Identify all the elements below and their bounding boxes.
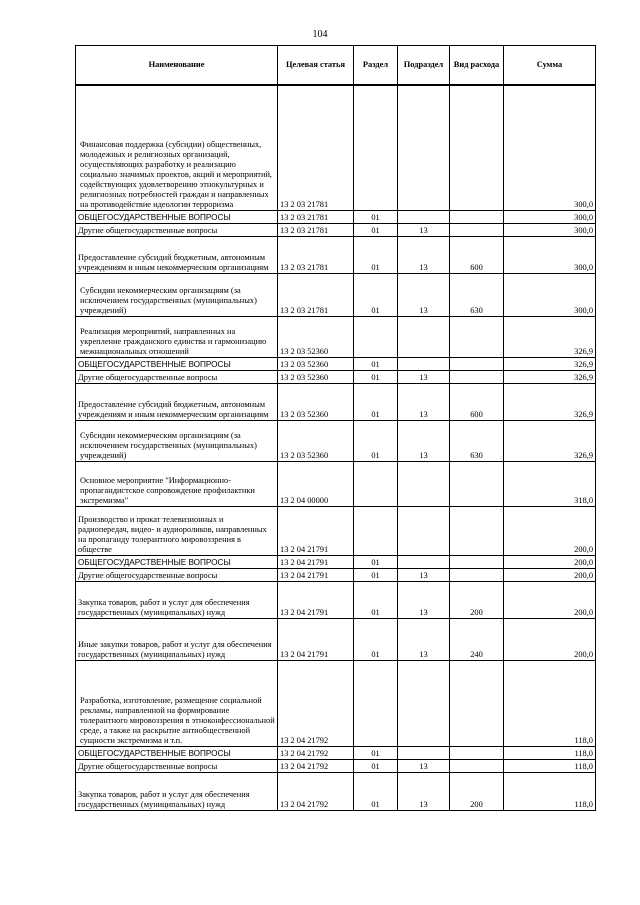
cell-section: [354, 506, 398, 555]
cell-subsection: [398, 210, 450, 223]
cell-exp-type: [450, 746, 504, 759]
table-row: [76, 759, 596, 772]
cell-amount: 200,0: [504, 568, 596, 581]
cell-exp-type: [450, 223, 504, 236]
cell-exp-type: [450, 85, 504, 210]
header-exp-type: Вид расхода: [450, 46, 504, 86]
cell-section: 01: [354, 746, 398, 759]
cell-exp-type: [450, 210, 504, 223]
cell-section: [354, 85, 398, 210]
cell-target: 13 2 03 52360: [278, 370, 354, 383]
cell-exp-type: [450, 568, 504, 581]
cell-subsection: 13: [398, 420, 450, 461]
cell-amount: 200,0: [504, 618, 596, 660]
table-row: [76, 581, 596, 618]
cell-target: 13 2 03 52360: [278, 383, 354, 420]
cell-exp-type: 200: [450, 772, 504, 810]
cell-amount: 300,0: [504, 223, 596, 236]
cell-exp-type: 600: [450, 383, 504, 420]
cell-section: [354, 461, 398, 506]
cell-target: 13 2 03 21781: [278, 236, 354, 273]
header-name: Наименование: [76, 46, 278, 86]
table-row: [76, 618, 596, 660]
cell-exp-type: 630: [450, 273, 504, 316]
cell-subsection: 13: [398, 618, 450, 660]
cell-section: 01: [354, 618, 398, 660]
table-row: [76, 420, 596, 461]
cell-subsection: [398, 461, 450, 506]
cell-exp-type: [450, 370, 504, 383]
cell-exp-type: [450, 316, 504, 357]
table-header-row: [76, 46, 596, 86]
cell-target: 13 2 04 00000: [278, 461, 354, 506]
cell-section: 01: [354, 383, 398, 420]
cell-section: 01: [354, 223, 398, 236]
cell-name: Предоставление субсидий бюджетным, автономным учреждениям и иным некоммерческим организациям: [76, 236, 278, 273]
cell-target: 13 2 03 21781: [278, 223, 354, 236]
cell-target: 13 2 04 21792: [278, 746, 354, 759]
cell-section: 01: [354, 236, 398, 273]
table-row: [76, 357, 596, 370]
cell-amount: 326,9: [504, 316, 596, 357]
cell-target: 13 2 04 21791: [278, 555, 354, 568]
cell-amount: 200,0: [504, 506, 596, 555]
cell-amount: 318,0: [504, 461, 596, 506]
cell-name: Субсидии некоммерческим организациям (за исключением государственных (муниципальных) учреждений): [76, 420, 278, 461]
cell-amount: 200,0: [504, 555, 596, 568]
page-number: 104: [312, 29, 328, 40]
cell-amount: 118,0: [504, 759, 596, 772]
cell-name: Закупка товаров, работ и услуг для обеспечения государственных (муниципальных) нужд: [76, 581, 278, 618]
cell-target: 13 2 03 52360: [278, 316, 354, 357]
cell-name: Другие общегосударственные вопросы: [76, 223, 278, 236]
table-row: [76, 555, 596, 568]
cell-subsection: 13: [398, 370, 450, 383]
cell-target: 13 2 04 21791: [278, 568, 354, 581]
cell-target: 13 2 03 21781: [278, 85, 354, 210]
table-row: [76, 236, 596, 273]
table-row: [76, 506, 596, 555]
cell-name: ОБЩЕГОСУДАРСТВЕННЫЕ ВОПРОСЫ: [76, 210, 278, 223]
cell-subsection: 13: [398, 383, 450, 420]
cell-name: Предоставление субсидий бюджетным, автономным учреждениям и иным некоммерческим организациям: [76, 383, 278, 420]
cell-subsection: [398, 660, 450, 746]
cell-amount: 300,0: [504, 210, 596, 223]
cell-name: Основное мероприятие "Информационно-пропагандистское сопровождение профилактики экстремизма": [76, 461, 278, 506]
cell-section: 01: [354, 370, 398, 383]
cell-subsection: 13: [398, 273, 450, 316]
cell-exp-type: 240: [450, 618, 504, 660]
cell-name: Производство и прокат телевизионных и радиопередач, видео- и аудиороликов, направленных на пропаганду толерантного мировоззрения в обществе: [76, 506, 278, 555]
cell-target: 13 2 03 52360: [278, 357, 354, 370]
cell-amount: 300,0: [504, 273, 596, 316]
table-row: [76, 772, 596, 810]
cell-subsection: [398, 357, 450, 370]
cell-target: 13 2 03 21781: [278, 210, 354, 223]
header-section: Раздел: [354, 46, 398, 86]
cell-section: 01: [354, 555, 398, 568]
cell-section: 01: [354, 210, 398, 223]
cell-subsection: 13: [398, 581, 450, 618]
cell-target: 13 2 04 21791: [278, 581, 354, 618]
cell-exp-type: 630: [450, 420, 504, 461]
cell-section: [354, 660, 398, 746]
cell-subsection: 13: [398, 759, 450, 772]
header-target: Целевая статья: [278, 46, 354, 86]
table-row: [76, 746, 596, 759]
cell-subsection: [398, 506, 450, 555]
cell-name: ОБЩЕГОСУДАРСТВЕННЫЕ ВОПРОСЫ: [76, 555, 278, 568]
cell-exp-type: 600: [450, 236, 504, 273]
cell-name: Закупка товаров, работ и услуг для обеспечения государственных (муниципальных) нужд: [76, 772, 278, 810]
cell-target: 13 2 04 21791: [278, 618, 354, 660]
cell-subsection: [398, 746, 450, 759]
table-row: [76, 85, 596, 210]
cell-subsection: 13: [398, 772, 450, 810]
header-amount: Сумма: [504, 46, 596, 86]
cell-amount: 200,0: [504, 581, 596, 618]
cell-target: 13 2 04 21792: [278, 772, 354, 810]
cell-amount: 118,0: [504, 772, 596, 810]
cell-amount: 326,9: [504, 357, 596, 370]
cell-amount: 300,0: [504, 85, 596, 210]
cell-exp-type: [450, 660, 504, 746]
table-row: [76, 370, 596, 383]
table-row: [76, 210, 596, 223]
cell-target: 13 2 04 21792: [278, 759, 354, 772]
cell-exp-type: [450, 506, 504, 555]
cell-section: 01: [354, 420, 398, 461]
cell-target: 13 2 03 21781: [278, 273, 354, 316]
cell-section: 01: [354, 357, 398, 370]
cell-target: 13 2 04 21791: [278, 506, 354, 555]
cell-amount: 118,0: [504, 660, 596, 746]
budget-table: [75, 45, 596, 811]
cell-subsection: 13: [398, 223, 450, 236]
cell-name: Реализация мероприятий, направленных на укрепление гражданского единства и гармонизацию межнациональных отношений: [76, 316, 278, 357]
cell-name: Финансовая поддержка (субсидии) общественных, молодежных и религиозных организаций, осуществляющих разработку и реализацию социально значимых проектов, акций и мероприятий, содействующих удовлетворению этнокультурных и религиозных потребностей граждан и направленных на противодействие идеологии терроризма: [76, 85, 278, 210]
header-subsection: Подраздел: [398, 46, 450, 86]
cell-exp-type: [450, 357, 504, 370]
cell-target: 13 2 04 21792: [278, 660, 354, 746]
cell-amount: 300,0: [504, 236, 596, 273]
cell-name: Субсидии некоммерческим организациям (за исключением государственных (муниципальных) учреждений): [76, 273, 278, 316]
table-row: [76, 383, 596, 420]
cell-name: Другие общегосударственные вопросы: [76, 568, 278, 581]
table-row: [76, 316, 596, 357]
cell-name: Другие общегосударственные вопросы: [76, 759, 278, 772]
cell-name: Другие общегосударственные вопросы: [76, 370, 278, 383]
cell-name: Иные закупки товаров, работ и услуг для обеспечения государственных (муниципальных) нужд: [76, 618, 278, 660]
cell-exp-type: [450, 461, 504, 506]
table-row: [76, 660, 596, 746]
cell-subsection: [398, 555, 450, 568]
table-row: [76, 568, 596, 581]
cell-target: 13 2 03 52360: [278, 420, 354, 461]
cell-name: Разработка, изготовление, размещение социальной рекламы, направленной на формирование толерантного мировоззрения в этноконфессиональной среде, а также на раскрытие антиобщественной сущности экстремизма и т.п.: [76, 660, 278, 746]
cell-amount: 326,9: [504, 383, 596, 420]
cell-subsection: [398, 316, 450, 357]
table-row: [76, 223, 596, 236]
cell-subsection: [398, 85, 450, 210]
cell-section: 01: [354, 772, 398, 810]
cell-name: ОБЩЕГОСУДАРСТВЕННЫЕ ВОПРОСЫ: [76, 357, 278, 370]
cell-subsection: 13: [398, 236, 450, 273]
cell-subsection: 13: [398, 568, 450, 581]
table-row: [76, 461, 596, 506]
cell-section: [354, 316, 398, 357]
cell-exp-type: [450, 555, 504, 568]
cell-name: ОБЩЕГОСУДАРСТВЕННЫЕ ВОПРОСЫ: [76, 746, 278, 759]
cell-exp-type: 200: [450, 581, 504, 618]
cell-amount: 326,9: [504, 370, 596, 383]
cell-amount: 118,0: [504, 746, 596, 759]
cell-section: 01: [354, 759, 398, 772]
cell-section: 01: [354, 581, 398, 618]
cell-exp-type: [450, 759, 504, 772]
cell-amount: 326,9: [504, 420, 596, 461]
cell-section: 01: [354, 273, 398, 316]
cell-section: 01: [354, 568, 398, 581]
table-row: [76, 273, 596, 316]
